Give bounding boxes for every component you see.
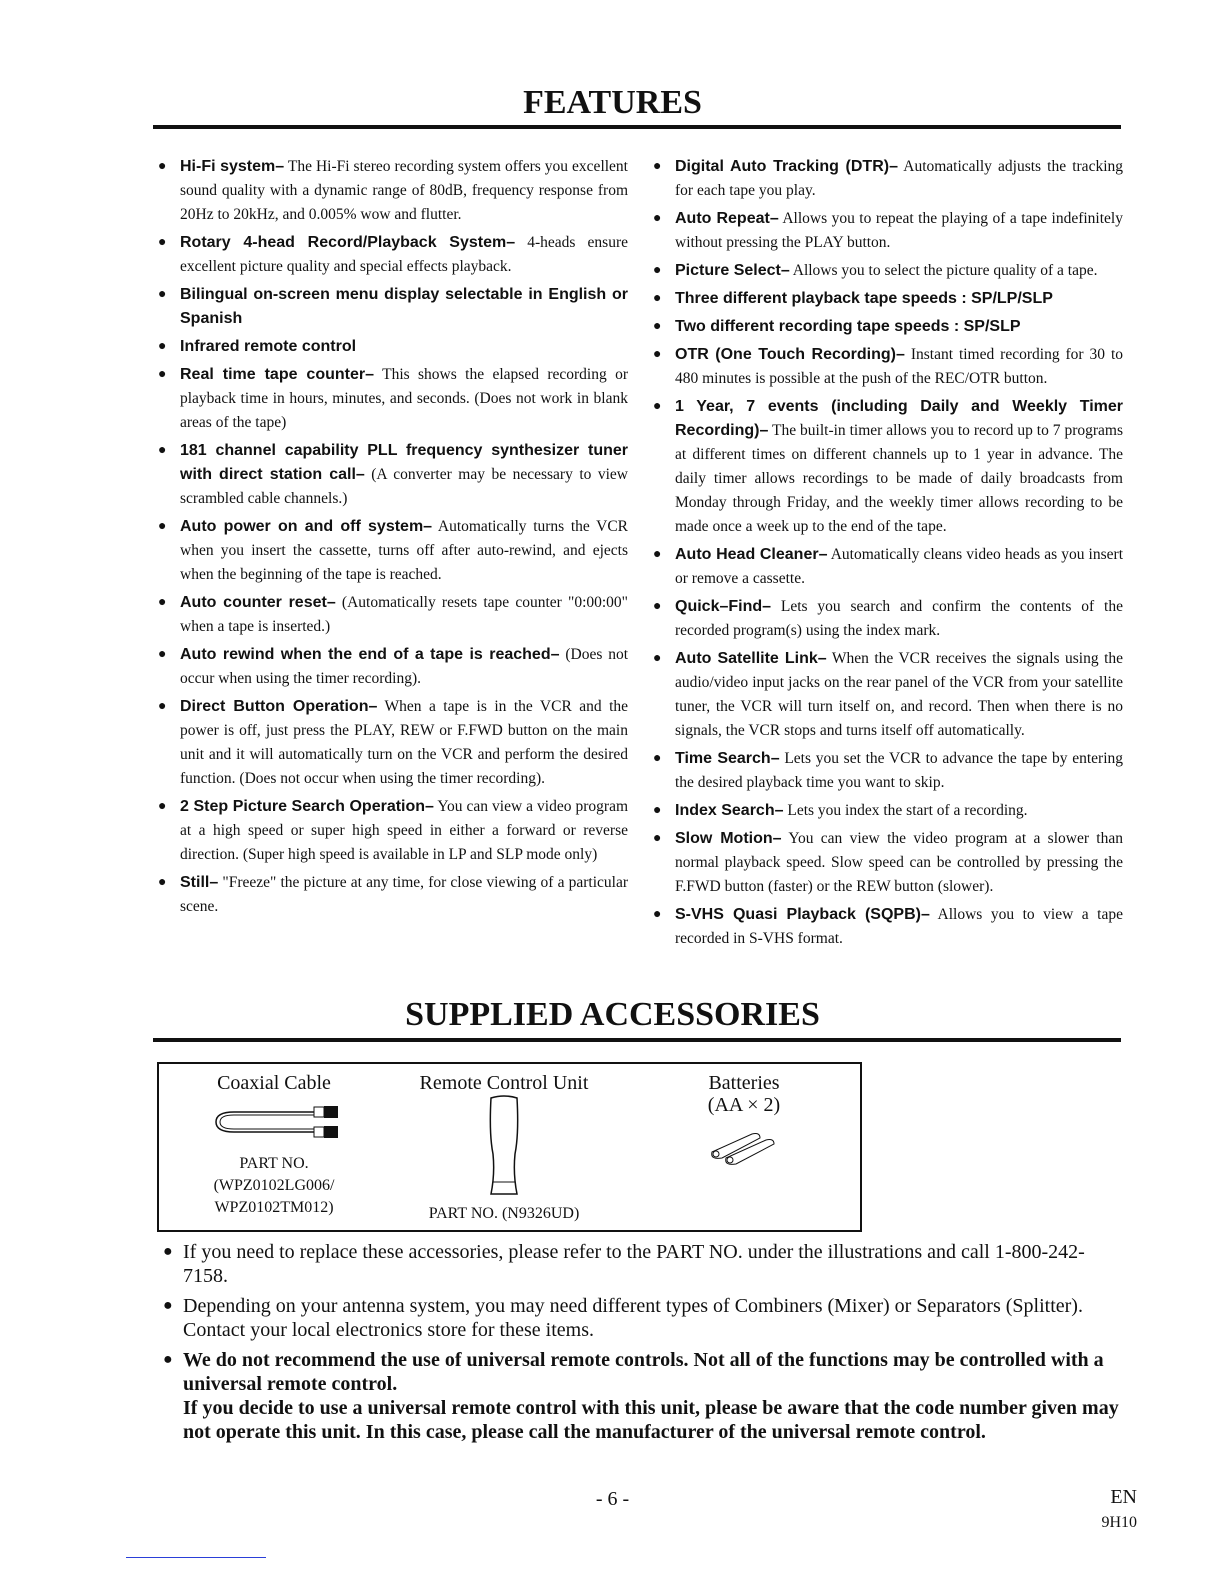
feature-item xyxy=(653,287,1123,311)
bullet-icon: ● xyxy=(158,799,167,814)
feature-heading: Auto Head Cleaner– xyxy=(675,546,828,563)
accessories-title: SUPPLIED ACCESSORIES xyxy=(405,996,820,1033)
feature-heading: Bilingual on-screen menu display selectable in English or Spanish xyxy=(180,286,628,327)
remote-control-label: Remote Control Unit xyxy=(419,1072,589,1094)
coaxial-cable-icon xyxy=(204,1098,344,1148)
document-code: 9H10 xyxy=(1101,1514,1137,1531)
bullet-icon: ● xyxy=(158,595,167,610)
feature-heading: Rotary 4-head Record/Playback System– xyxy=(180,234,516,251)
feature-item xyxy=(653,207,1123,255)
feature-description: (A converter may be necessary to view scrambled cable channels.) xyxy=(180,466,628,507)
bullet-icon: ● xyxy=(158,367,167,382)
bullet-icon: ● xyxy=(163,1243,173,1260)
feature-heading: Three different playback tape speeds : SP/LP/SLP xyxy=(675,290,1053,307)
bullet-icon: ● xyxy=(158,235,167,250)
feature-heading: Slow Motion– xyxy=(675,830,782,847)
feature-description: (Automatically resets tape counter "0:00:00" when a tape is inserted.) xyxy=(180,594,629,635)
warning-line-1: We do not recommend the use of universal remote controls. Not all of the functions may be controlled with a universal remote control. xyxy=(183,1349,1104,1395)
feature-item xyxy=(158,363,628,435)
feature-description: Instant timed recording for 30 to 480 minutes is possible at the push of the REC/OTR button. xyxy=(675,346,1123,387)
feature-description: This shows the elapsed recording or playback time in hours, minutes, and seconds. (Does not work in blank areas of the tape) xyxy=(180,366,628,431)
note-universal-remote-warning xyxy=(163,1348,1123,1444)
feature-heading: 181 channel capability PLL frequency synthesizer tuner with direct station call– xyxy=(180,442,628,483)
feature-heading: S-VHS Quasi Playback (SQPB)– xyxy=(675,906,930,923)
feature-heading: Index Search– xyxy=(675,802,784,819)
bullet-icon: ● xyxy=(158,519,167,534)
feature-item xyxy=(653,259,1123,283)
feature-description: The Hi-Fi stereo recording system offers you excellent sound quality with a dynamic range of 80dB, frequency response from 20Hz to 20kHz, and 0.005% wow and flutter. xyxy=(180,158,628,223)
bullet-icon: ● xyxy=(653,263,662,278)
bullet-icon: ● xyxy=(653,319,662,334)
feature-heading: Auto Repeat– xyxy=(675,210,779,227)
feature-description: "Freeze" the picture at any time, for close viewing of a particular scene. xyxy=(180,874,628,915)
feature-description: Automatically cleans video heads as you insert or remove a cassette. xyxy=(675,546,1123,587)
bullet-icon: ● xyxy=(653,751,662,766)
features-right-column xyxy=(653,155,1123,955)
feature-heading: Auto Satellite Link– xyxy=(675,650,827,667)
feature-item xyxy=(158,591,628,639)
feature-heading: Quick–Find– xyxy=(675,598,772,615)
feature-heading: Infrared remote control xyxy=(180,338,357,355)
feature-description: You can view a video program at a high speed or super high speed in either a forward or reverse direction. (Super high speed is available in LP and SLP mode only) xyxy=(180,798,629,863)
bullet-icon: ● xyxy=(158,443,167,458)
feature-description: Lets you set the VCR to advance the tape by entering the desired playback time you want to skip. xyxy=(675,750,1123,791)
features-title: FEATURES xyxy=(523,84,702,121)
note-text: If you need to replace these accessories, please refer to the PART NO. under the illustrations and call 1-800-242-7158. xyxy=(183,1241,1085,1287)
feature-heading: Auto power on and off system– xyxy=(180,518,433,535)
feature-item xyxy=(653,595,1123,643)
feature-heading: 1 Year, 7 events (including Daily and Weekly Timer Recording)– xyxy=(675,398,1123,439)
feature-heading: OTR (One Touch Recording)– xyxy=(675,346,905,363)
bullet-icon: ● xyxy=(653,399,662,414)
coaxial-part-number-1: (WPZ0102LG006/ xyxy=(213,1177,335,1194)
batteries-quantity: (AA × 2) xyxy=(707,1094,781,1116)
feature-description: When a tape is in the VCR and the power is off, just press the PLAY, REW or F.FWD button on the main unit and it will automatically turn on the VCR and perform the desired function. (Does not occur when using the timer recording). xyxy=(180,698,628,787)
feature-item xyxy=(158,335,628,359)
bullet-icon: ● xyxy=(158,699,167,714)
feature-item xyxy=(158,871,628,919)
feature-item xyxy=(653,543,1123,591)
coaxial-cable-label: Coaxial Cable xyxy=(217,1072,331,1094)
warning-line-2: If you decide to use a universal remote control with this unit, please be aware that the code number given may not operate this unit. In this case, please call the manufacturer of the universal remote control. xyxy=(183,1397,1119,1443)
feature-item xyxy=(653,903,1123,951)
feature-description: 4-heads ensure excellent picture quality and special effects playback. xyxy=(180,234,629,275)
feature-item xyxy=(653,827,1123,899)
feature-item xyxy=(653,647,1123,743)
feature-description: Automatically adjusts the tracking for each tape you play. xyxy=(675,158,1124,199)
feature-heading: Auto counter reset– xyxy=(180,594,336,611)
feature-item xyxy=(653,395,1123,539)
feature-description: Allows you to select the picture quality of a tape. xyxy=(789,262,1098,279)
bullet-icon: ● xyxy=(158,647,167,662)
feature-item xyxy=(158,795,628,867)
feature-heading: Direct Button Operation– xyxy=(180,698,378,715)
feature-heading: Picture Select– xyxy=(675,262,790,279)
remote-control-item xyxy=(399,1072,609,1225)
batteries-label: Batteries xyxy=(708,1072,780,1094)
feature-heading: Auto rewind when the end of a tape is reached– xyxy=(180,646,560,663)
feature-description: Allows you to view a tape recorded in S-VHS format. xyxy=(675,906,1124,947)
coaxial-part-label: PART NO. xyxy=(239,1155,309,1172)
feature-item xyxy=(653,343,1123,391)
feature-description: Lets you search and confirm the contents of the recorded program(s) using the index mark. xyxy=(675,598,1123,639)
bullet-icon: ● xyxy=(653,831,662,846)
feature-item xyxy=(653,155,1123,203)
feature-description: (Does not occur when using the timer recording). xyxy=(180,646,628,687)
bullet-icon: ● xyxy=(158,339,167,354)
features-divider xyxy=(153,125,1121,129)
remote-part-number: PART NO. (N9326UD) xyxy=(428,1205,580,1222)
language-code: EN xyxy=(1110,1486,1137,1508)
bullet-icon: ● xyxy=(163,1297,173,1314)
bullet-icon: ● xyxy=(653,159,662,174)
bullet-icon: ● xyxy=(653,803,662,818)
feature-heading: Digital Auto Tracking (DTR)– xyxy=(675,158,898,175)
bullet-icon: ● xyxy=(163,1351,173,1368)
note-replace-accessories xyxy=(163,1240,1123,1288)
feature-item xyxy=(158,439,628,511)
feature-item xyxy=(158,643,628,691)
bullet-icon: ● xyxy=(653,651,662,666)
page-number: - 6 - xyxy=(595,1488,630,1510)
feature-item xyxy=(158,695,628,791)
feature-description: Lets you index the start of a recording. xyxy=(783,802,1028,819)
bullet-icon: ● xyxy=(653,907,662,922)
feature-description: When the VCR receives the signals using the audio/video input jacks on the rear panel of the VCR from your satellite tuner, the VCR will turn itself on, and record. Then when there is no signals, the VCR stops and turns itself off automatically. xyxy=(675,650,1124,739)
bullet-icon: ● xyxy=(158,287,167,302)
batteries-item xyxy=(679,1072,809,1173)
feature-heading: Time Search– xyxy=(675,750,780,767)
feature-heading: Still– xyxy=(180,874,219,891)
remote-control-icon xyxy=(479,1094,529,1198)
feature-description: Allows you to repeat the playing of a tape indefinitely without pressing the PLAY button. xyxy=(675,210,1123,251)
feature-item xyxy=(158,155,628,227)
bullet-icon: ● xyxy=(653,211,662,226)
feature-description: You can view the video program at a slower than normal playback speed. Slow speed can be controlled by pressing the F.FWD button (faster) or the REW button (slower). xyxy=(675,830,1123,895)
notes-list xyxy=(163,1240,1123,1450)
feature-item xyxy=(158,283,628,331)
feature-item xyxy=(158,231,628,279)
batteries-icon xyxy=(704,1128,784,1168)
feature-heading: Hi-Fi system– xyxy=(180,158,285,175)
note-antenna-system xyxy=(163,1294,1123,1342)
bullet-icon: ● xyxy=(653,599,662,614)
link-underline xyxy=(126,1557,266,1558)
feature-item xyxy=(653,799,1123,823)
coaxial-cable-item xyxy=(189,1072,359,1219)
note-text: Depending on your antenna system, you may need different types of Combiners (Mixer) or Separators (Splitter). Contact your local electronics store for these items. xyxy=(183,1295,1083,1341)
feature-heading: Real time tape counter– xyxy=(180,366,374,383)
feature-item xyxy=(158,515,628,587)
bullet-icon: ● xyxy=(653,547,662,562)
bullet-icon: ● xyxy=(158,875,167,890)
accessories-divider xyxy=(153,1038,1121,1042)
bullet-icon: ● xyxy=(653,347,662,362)
feature-item xyxy=(653,747,1123,795)
bullet-icon: ● xyxy=(158,159,167,174)
bullet-icon: ● xyxy=(653,291,662,306)
feature-item xyxy=(653,315,1123,339)
coaxial-part-number-2: WPZ0102TM012) xyxy=(214,1199,334,1216)
accessories-box xyxy=(157,1062,862,1232)
feature-heading: Two different recording tape speeds : SP/SLP xyxy=(675,318,1021,335)
feature-heading: 2 Step Picture Search Operation– xyxy=(180,798,434,815)
feature-description: The built-in timer allows you to record up to 7 programs at different times on different channels up to 1 year in advance. The daily timer allows recordings to be made of daily broadcasts from Monday through Friday, and the weekly timer allows recording to be made once a week up to the end of the tape. xyxy=(675,422,1123,535)
features-left-column xyxy=(158,155,628,923)
feature-description: Automatically turns the VCR when you insert the cassette, turns off after auto-rewind, and ejects when the beginning of the tape is reached. xyxy=(180,518,629,583)
